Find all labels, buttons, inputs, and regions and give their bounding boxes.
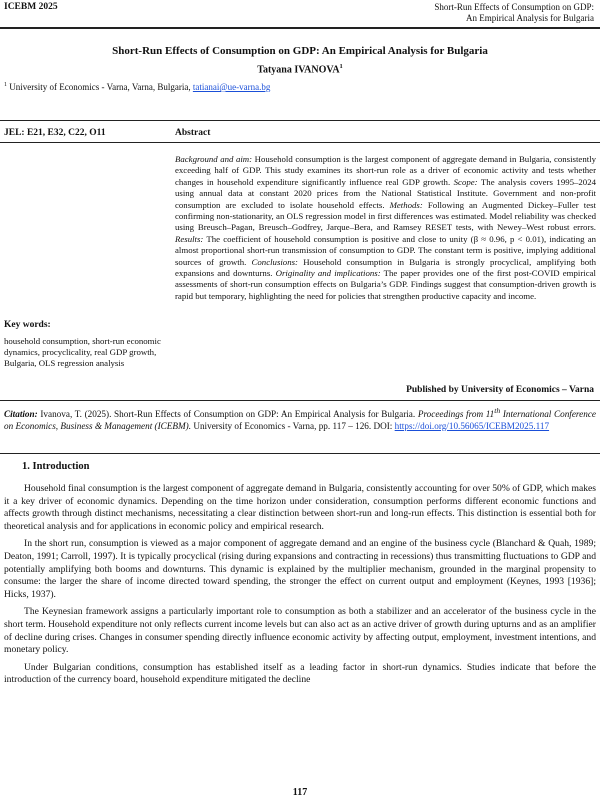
citation-proceedings-2: International Conference on Economics, Business & Management (ICEBM). xyxy=(4,409,596,431)
affiliation-text: University of Economics - Varna, Varna, Bulgaria, xyxy=(7,82,193,92)
citation-text-1: Ivanova, T. (2025). Short-Run Effects of Consumption on GDP: An Empirical Analysis for Bulgaria. xyxy=(37,409,418,420)
abstract-text xyxy=(175,154,596,302)
citation-text-2: University of Economics - Varna, pp. 117 – 126. DOI: xyxy=(191,420,395,431)
author-email-link[interactable]: tatianai@ue-varna.bg xyxy=(192,82,271,92)
divider-abstract xyxy=(0,142,600,143)
doi-link[interactable]: https://doi.org/10.56065/ICEBM2025.117 xyxy=(394,420,550,431)
body-text xyxy=(4,483,596,692)
section-heading: 1. Introduction xyxy=(22,461,90,472)
abstract-heading: Abstract xyxy=(175,128,211,138)
author-sup: 1 xyxy=(339,63,343,70)
citation-label: Citation: xyxy=(4,409,38,420)
paragraph: Under Bulgarian conditions, consumption has established itself as a leading factor in short-run dynamics. Studies indicate that before the introduction of the currency board, household expenditure mitigated the decline xyxy=(4,661,596,686)
abstract-part-6: The paper provides one of the first post-COVID empirical assessments of short-run consumption effects on Bulgaria’s GDP. Findings suggest that consumption-driven growth is rapid but temporary, highlighting the need for policies that strengthen productive capacity and income. xyxy=(175,268,596,301)
author xyxy=(0,63,600,75)
running-title-line2: An Empirical Analysis for Bulgaria xyxy=(466,13,594,23)
affiliation-sup: 1 xyxy=(4,82,7,88)
running-title-line1: Short-Run Effects of Consumption on GDP: xyxy=(434,2,594,12)
header-rule xyxy=(0,27,600,29)
divider-body xyxy=(0,453,600,454)
jel-codes: JEL: E21, E32, C22, O11 xyxy=(4,128,106,138)
running-title xyxy=(434,2,594,24)
abstract-part-3: Following an Augmented Dickey–Fuller test confirming non-stationarity, an OLS regression model in first differences was estimated. Model reliability was checked using Breusch–Pagan, Breusch–Godfrey, Jarque–Bera, and Ramsey RESET tests, with Newey–West robust errors. xyxy=(175,199,596,233)
abstract-part-2: The analysis covers 1995–2024 using annual data at constant 2020 prices from the National Statistical Institute. Government and non-profit consumption are excluded to isolate household effects. xyxy=(175,176,597,210)
running-header xyxy=(0,0,600,28)
paragraph: In the short run, consumption is viewed as a major component of aggregate demand and an engine of the business cycle (Blanchard & Quah, 1989; Deaton, 1991; Carroll, 1997). It is typically procyclical (rising during expansions and contracting in recessions) thus transmitting fluctuations to GDP and potentially amplifying both booms and downturns. This dynamic is explained by the multiplier mechanism, grounded in the marginal propensity to consume: the larger the share of income directed toward spending, the stronger the effect on current output and employment (Keynes, 1993 [1936]; Hicks, 1937). xyxy=(4,538,596,600)
abstract-label-scope: Scope: xyxy=(453,176,478,187)
abstract-label-methods: Methods: xyxy=(389,199,423,210)
keywords-list: household consumption, short-run economic dynamics, procyclicality, real GDP growth, Bulgaria, OLS regression analysis xyxy=(4,336,161,369)
abstract-part-5: Household consumption in Bulgaria is strongly procyclical, amplifying both expansions and downturns. xyxy=(175,256,596,279)
abstract-label-results: Results: xyxy=(175,233,204,244)
paper-title: Short-Run Effects of Consumption on GDP: An Empirical Analysis for Bulgaria xyxy=(112,45,488,57)
citation-block xyxy=(4,405,596,432)
publisher-line: Published by University of Economics – Varna xyxy=(406,385,594,395)
abstract-label-originality: Originality and implications: xyxy=(275,268,381,279)
abstract-label-background: Background and aim: xyxy=(175,154,253,164)
keywords-heading: Key words: xyxy=(4,320,51,330)
citation-proceedings-sup: th xyxy=(494,406,501,415)
paragraph: Household final consumption is the largest component of aggregate demand in Bulgaria, consistently accounting for over 50% of GDP, which makes it a key driver of economic dynamics. Depending on the time horizon under consideration, consumption performs different economic functions and affects growth through distinct mechanisms, necessitating a clear distinction between short-run and long-run effects. This distinction is essential both for theoretical analysis and for applications in economic policy and empirical research. xyxy=(4,483,596,532)
author-name: Tatyana IVANOVA xyxy=(257,64,340,76)
page-number: 117 xyxy=(292,787,308,798)
divider-citation xyxy=(0,400,600,401)
abstract-part-1: Household consumption is the largest component of aggregate demand in Bulgaria, consistently exceeding half of GDP. This study examines its short-run role as a driver of economic activity and tests whether changes in household expenditure significantly influence real GDP growth. xyxy=(175,154,597,187)
affiliation xyxy=(4,82,270,92)
abstract-label-conclusions: Conclusions: xyxy=(251,256,298,267)
paragraph: The Keynesian framework assigns a particularly important role to consumption as both a stabilizer and an accelerator of the business cycle in the short term. Household expenditure not only reflects current income levels but can also act as an active driver of growth during upturns and as an amplifier of decline during crises. Changes in consumer spending directly influence economic activity by affecting output, employment, investment intentions, and monetary policy. xyxy=(4,606,596,656)
divider-top xyxy=(0,120,600,121)
citation-proceedings-1: Proceedings from 11 xyxy=(417,409,495,420)
abstract-part-4: The coefficient of household consumption is positive and close to unity (β ≈ 0.96, p < 0.01), indicating an almost proportional short-run transmission of consumption to GDP. The constant term is positive, implying additional sources of growth. xyxy=(175,233,596,267)
conference-label: ICEBM 2025 xyxy=(4,2,58,12)
